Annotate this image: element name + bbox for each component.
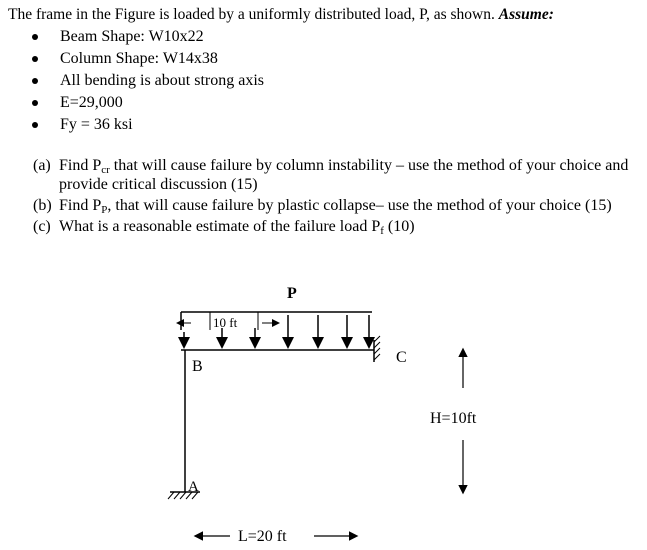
bullet-icon <box>32 56 38 62</box>
assumption-list <box>28 26 264 136</box>
problem-intro <box>8 6 554 24</box>
bullet-icon <box>32 100 38 106</box>
assume-label: Assume: <box>498 6 554 23</box>
question-b: (b) Find $P_P$, that will cause failure by plastic collapse– use the method of your choice (15) <box>33 197 612 216</box>
question-list <box>33 156 643 238</box>
fixed-support-c <box>374 336 380 362</box>
load-arrows <box>184 315 369 346</box>
list-item: Fy = 36 ksi <box>28 114 264 136</box>
node-b-label: B <box>192 358 203 375</box>
question-c: (c) What is a reasonable estimate of the failure load $P_f$ (10) <box>33 218 415 237</box>
intro-text: The frame in the Figure is loaded by a uniformly distributed load, P, as shown. <box>8 6 495 23</box>
bullet-icon <box>32 78 38 84</box>
bullet-icon <box>32 122 38 128</box>
node-c-label: C <box>396 349 407 366</box>
bullet-icon <box>32 34 38 40</box>
node-a-label: A <box>188 479 199 495</box>
list-item: E=29,000 <box>28 92 264 114</box>
length-label: L=20 ft <box>238 528 287 545</box>
load-label: P <box>287 285 297 302</box>
question-a: (a) Find $P_{cr}$ that will cause failure by column instability – use the method of your choice and provide critical discussion (15) <box>33 157 629 193</box>
list-item: Beam Shape: W10x22 <box>28 26 264 48</box>
height-label: H=10ft <box>430 410 477 427</box>
load-spacing-label: 10 ft <box>213 315 238 330</box>
list-item: Column Shape: W14x38 <box>28 48 264 70</box>
frame-figure <box>0 270 647 550</box>
list-item: All bending is about strong axis <box>28 70 264 92</box>
